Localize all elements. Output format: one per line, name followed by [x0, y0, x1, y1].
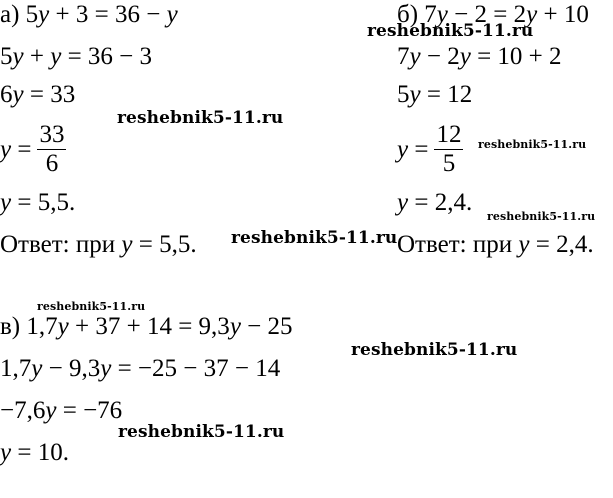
problem-b-step-2: 5y = 12	[397, 81, 473, 108]
problem-b-answer: Ответ: при y = 2,4.	[397, 231, 594, 258]
watermark-text: reshebnik5-11.ru	[118, 422, 285, 442]
problem-b-fraction-stack	[434, 122, 463, 177]
problem-a-step-1: 5y + y = 36 − 3	[0, 43, 153, 70]
problem-a-step-2: 6y = 33	[0, 81, 76, 108]
problem-a-fraction-lhs: y =	[0, 135, 32, 163]
watermark-text: reshebnik5-11.ru	[487, 210, 596, 223]
problem-a-denominator: 6	[45, 150, 59, 177]
problem-v-step-2: −7,6y = −76	[0, 397, 123, 424]
problem-a-fraction	[0, 122, 66, 177]
problem-v-result: y = 10.	[0, 439, 69, 466]
problem-b-fraction	[397, 122, 463, 177]
problem-v-step-1: 1,7y − 9,3y = −25 − 37 − 14	[0, 355, 281, 382]
watermark-text: reshebnik5-11.ru	[37, 300, 146, 313]
problem-b-result: y = 2,4.	[397, 189, 473, 216]
watermark-text: reshebnik5-11.ru	[351, 340, 518, 360]
problem-b-equation: б) 7y − 2 = 2y + 10	[397, 1, 589, 28]
watermark-text: reshebnik5-11.ru	[478, 138, 587, 151]
watermark-text: reshebnik5-11.ru	[117, 108, 284, 128]
problem-a-equation: а) 5y + 3 = 36 − y	[0, 1, 178, 28]
problem-a-numerator: 33	[39, 121, 65, 148]
problem-b-denominator: 5	[442, 150, 456, 177]
watermark-text: reshebnik5-11.ru	[231, 228, 398, 248]
problem-b-fraction-lhs: y =	[397, 135, 429, 163]
problem-b-step-1: 7y − 2y = 10 + 2	[397, 43, 562, 70]
problem-a-fraction-stack	[37, 122, 66, 177]
problem-b-numerator: 12	[436, 121, 462, 148]
problem-v-equation: в) 1,7y + 37 + 14 = 9,3y − 25	[0, 313, 293, 340]
problem-a-result: y = 5,5.	[0, 189, 76, 216]
watermark-text: reshebnik5-11.ru	[367, 21, 534, 41]
problem-a-answer: Ответ: при y = 5,5.	[0, 231, 197, 258]
